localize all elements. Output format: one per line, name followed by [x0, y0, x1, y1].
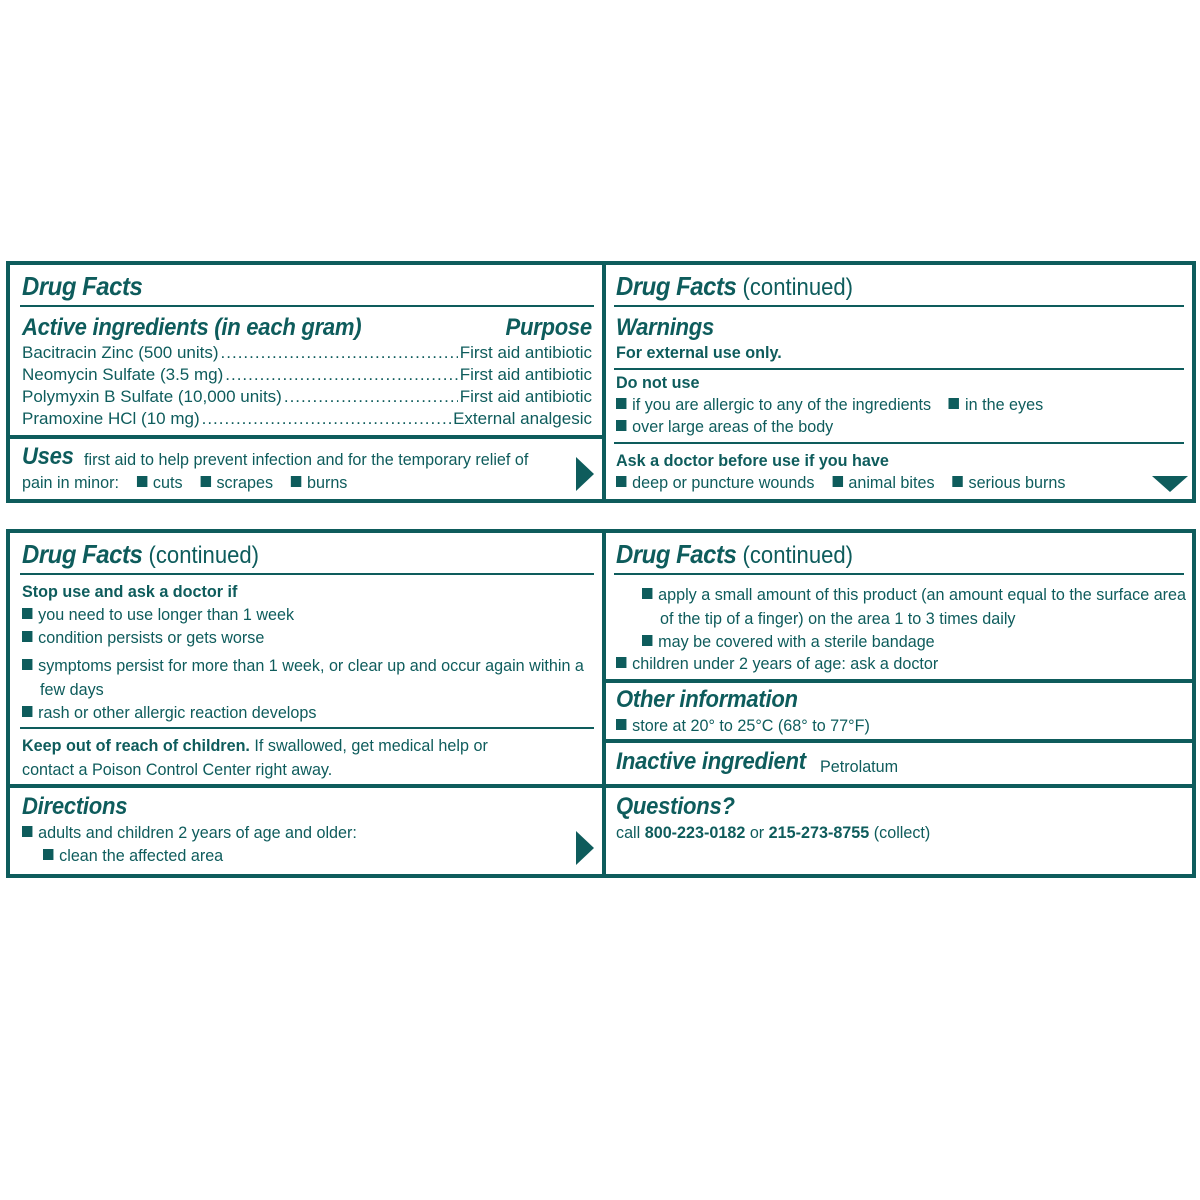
bullet-icon — [832, 476, 842, 487]
bullet-icon — [616, 657, 626, 668]
section-divider — [606, 679, 1192, 683]
bullet-icon — [642, 588, 652, 599]
drug-facts-panel-top — [6, 261, 1196, 503]
section-rule — [614, 368, 1184, 370]
phone-number[interactable]: 215-273-8755 — [768, 823, 870, 842]
questions-header: Questions? — [616, 793, 735, 820]
bullet-icon — [137, 476, 147, 487]
ask-doctor-header: Ask a doctor before use if you have — [616, 451, 889, 470]
directions-item: adults and children 2 years of age and older: — [22, 821, 357, 844]
drug-facts-title: Drug Facts — [22, 271, 143, 301]
section-divider — [10, 435, 602, 439]
active-ingredients-panel — [10, 265, 602, 499]
section-divider — [606, 784, 1192, 788]
drug-facts-title: Drug Facts (continued) — [616, 539, 854, 569]
title-rule — [614, 305, 1184, 307]
bullet-icon — [22, 659, 32, 670]
bullet-icon — [616, 719, 626, 730]
active-ingredients-header: Active ingredients (in each gram) — [22, 314, 362, 341]
do-not-use-list: over large areas of the body — [616, 415, 833, 438]
directions-continued-panel — [606, 533, 1192, 874]
arrow-down-icon — [1152, 476, 1188, 492]
arrow-right-icon — [576, 457, 594, 491]
bullet-icon — [22, 608, 32, 619]
warnings-header: Warnings — [616, 314, 714, 341]
other-info-header: Other information — [616, 686, 798, 713]
bullet-icon — [43, 849, 53, 860]
do-not-use-list: if you are allergic to any of the ingredients in the eyes — [616, 393, 1043, 416]
ask-doctor-list: deep or puncture wounds animal bites serious burns — [616, 471, 1065, 494]
bullet-icon — [200, 476, 210, 487]
drug-facts-title: Drug Facts (continued) — [22, 539, 260, 569]
stop-use-item: rash or other allergic reaction develops — [22, 701, 316, 724]
bullet-icon — [616, 420, 626, 431]
keep-out-text-2: contact a Poison Control Center right away. — [22, 760, 333, 779]
section-rule — [20, 727, 594, 729]
directions-header: Directions — [22, 793, 128, 820]
title-rule — [20, 305, 594, 307]
ingredient-row: Pramoxine HCl (10 mg) ..... External analgesic — [22, 409, 592, 431]
uses-list: pain in minor: cuts scrapes burns — [22, 473, 348, 492]
external-use-text: For external use only. — [616, 343, 782, 362]
stop-use-item-cont: few days — [40, 680, 104, 699]
stop-use-header: Stop use and ask a doctor if — [22, 582, 238, 601]
purpose-header: Purpose — [505, 314, 592, 341]
warnings-panel — [606, 265, 1192, 499]
inactive-ingredient-value: Petrolatum — [820, 757, 899, 776]
section-divider — [606, 739, 1192, 743]
ingredient-row: Polymyxin B Sulfate (10,000 units) ..... First aid antibiotic — [22, 387, 592, 409]
keep-out-text: Keep out of reach of children. If swallowed, get medical help or — [22, 736, 488, 755]
ingredient-row: Neomycin Sulfate (3.5 mg) ..... First aid antibiotic — [22, 365, 592, 387]
directions-cont-item: children under 2 years of age: ask a doctor — [616, 652, 938, 675]
questions-text: call 800-223-0182 or 215-273-8755 (collect) — [616, 823, 931, 842]
other-info-item: store at 20° to 25°C (68° to 77°F) — [616, 714, 870, 737]
bullet-icon — [616, 398, 626, 409]
inactive-ingredient-header: Inactive ingredient — [616, 748, 806, 775]
stop-use-item: symptoms persist for more than 1 week, or clear up and occur again within a — [22, 654, 584, 677]
bullet-icon — [291, 476, 301, 487]
title-rule — [20, 573, 594, 575]
bullet-icon — [952, 476, 962, 487]
uses-header: Uses — [22, 443, 74, 470]
uses-text: first aid to help prevent infection and for the temporary relief of — [84, 450, 529, 469]
directions-cont-item-cont: of the tip of a finger) on the area 1 to 3 times daily — [660, 609, 1016, 628]
phone-number[interactable]: 800-223-0182 — [644, 823, 746, 842]
title-rule — [614, 573, 1184, 575]
arrow-right-icon — [576, 831, 594, 865]
directions-cont-item: apply a small amount of this product (an amount equal to the surface area — [642, 583, 1186, 606]
directions-cont-item: may be covered with a sterile bandage — [642, 630, 935, 653]
directions-item: clean the affected area — [43, 844, 223, 867]
stop-use-item: you need to use longer than 1 week — [22, 603, 294, 626]
ingredient-row: Bacitracin Zinc (500 units) ..... First aid antibiotic — [22, 343, 592, 365]
section-rule — [614, 442, 1184, 444]
stop-use-panel — [10, 533, 602, 874]
bullet-icon — [22, 826, 32, 837]
do-not-use-header: Do not use — [616, 373, 700, 392]
drug-facts-panel-bottom — [6, 529, 1196, 878]
bullet-icon — [22, 706, 32, 717]
stop-use-item: condition persists or gets worse — [22, 626, 264, 649]
bullet-icon — [642, 635, 652, 646]
bullet-icon — [949, 398, 959, 409]
drug-facts-title: Drug Facts (continued) — [616, 271, 854, 301]
section-divider — [10, 784, 602, 788]
bullet-icon — [616, 476, 626, 487]
bullet-icon — [22, 631, 32, 642]
